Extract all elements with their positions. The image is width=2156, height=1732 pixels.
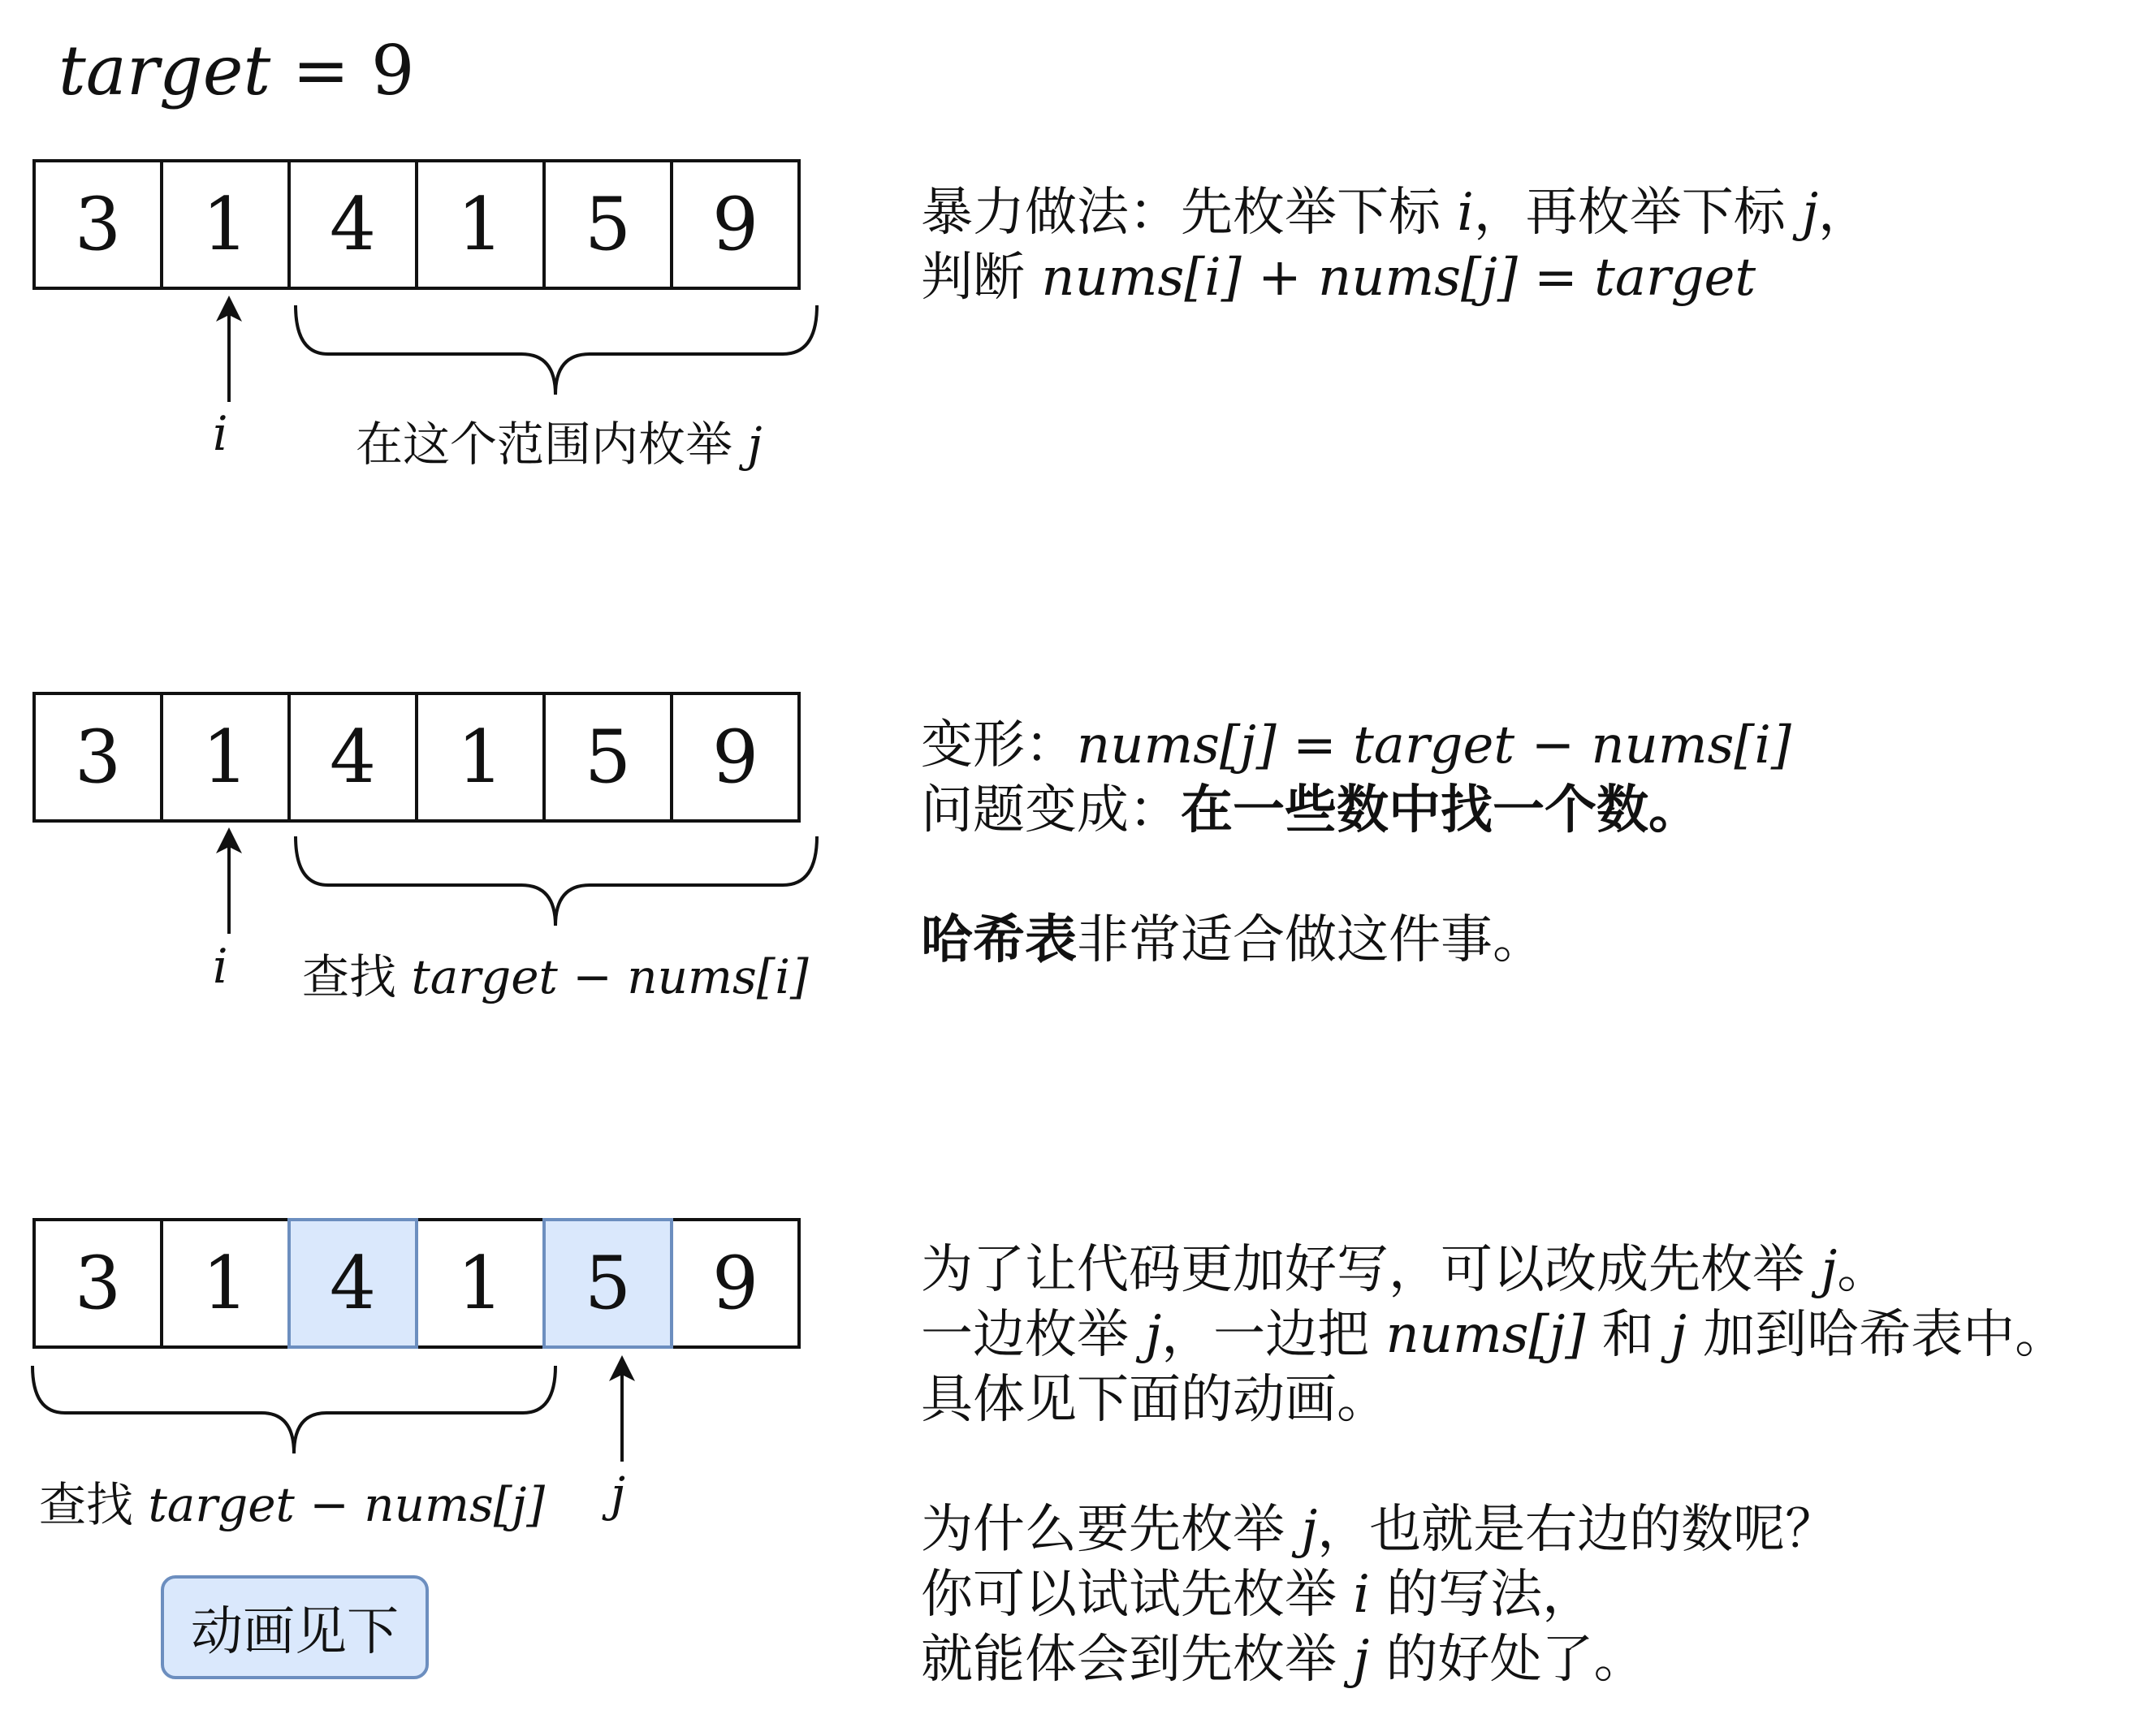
array-cell: 9 bbox=[670, 159, 801, 290]
panel1-text bbox=[921, 180, 1870, 310]
range-text: 在这个范围内枚举 bbox=[356, 417, 733, 472]
array-cell: 5 bbox=[542, 159, 673, 290]
panel3-text bbox=[921, 1237, 2067, 1692]
panel2-line3-text: 非常适合做这件事。 bbox=[1077, 910, 1545, 970]
panel1-line2 bbox=[921, 245, 1870, 310]
panel1-line1-text-b: ，再枚举下标 bbox=[1473, 183, 1786, 243]
label-range-1 bbox=[356, 406, 762, 474]
panel3-line1-text: 为了让代码更加好写，可以改成先枚举 bbox=[921, 1240, 1804, 1300]
panel2-line1-text: 变形： bbox=[921, 715, 1077, 775]
brace-range-3 bbox=[32, 1366, 555, 1453]
panel3-line3: 具体见下面的动画。 bbox=[921, 1370, 1389, 1430]
target-value: 9 bbox=[371, 31, 415, 110]
panel3-line6-text-a: 就能体会到先枚举 bbox=[921, 1630, 1337, 1690]
panel3-line5-var-i: i bbox=[1353, 1565, 1370, 1625]
label-find-2 bbox=[302, 939, 809, 1007]
panel3-line1-var-j: j bbox=[1821, 1240, 1838, 1300]
array-cell: 3 bbox=[32, 159, 163, 290]
panel3-line2-text-a: 一边枚举 bbox=[921, 1305, 1129, 1365]
panel2-line1 bbox=[921, 713, 1791, 778]
array-cell: 1 bbox=[160, 1218, 291, 1349]
panel1-line1-text-c: ， bbox=[1818, 183, 1870, 243]
panel3-line2-text-c: 和 bbox=[1601, 1305, 1654, 1365]
label-j-3: j bbox=[611, 1466, 625, 1522]
array-cell-highlighted: 4 bbox=[287, 1218, 418, 1349]
panel3-line2-text-b: ，一边把 bbox=[1161, 1305, 1370, 1365]
array-cell: 4 bbox=[287, 692, 418, 823]
panel3-line4-var-j: j bbox=[1301, 1500, 1318, 1560]
panel3-line5-text-a: 你可以试试先枚举 bbox=[921, 1565, 1337, 1625]
panel2-spacer bbox=[921, 843, 1791, 908]
panel3-line4-text-a: 为什么要先枚举 bbox=[921, 1500, 1285, 1560]
label-i-2: i bbox=[213, 939, 228, 994]
label-find-3 bbox=[39, 1466, 545, 1535]
panel3-line2-formula: nums[j] bbox=[1385, 1305, 1586, 1365]
array-cell: 3 bbox=[32, 1218, 163, 1349]
panel2-line2-bold: 在一些数中找一个数。 bbox=[1181, 780, 1700, 840]
panel3-line2-var-j2: j bbox=[1670, 1305, 1687, 1365]
array-cell: 4 bbox=[287, 159, 418, 290]
array-cell: 1 bbox=[415, 159, 546, 290]
animation-below-button[interactable]: 动画见下 bbox=[161, 1575, 429, 1679]
panel1-line1 bbox=[921, 180, 1870, 245]
brace-range-2 bbox=[296, 836, 817, 926]
panel3-line6-text-b: 的好处了。 bbox=[1385, 1630, 1646, 1690]
panel3-line5 bbox=[921, 1562, 2067, 1627]
target-var: target bbox=[58, 31, 271, 110]
array-cell: 1 bbox=[160, 692, 291, 823]
panel3-line2-text-d: 加到哈希表中。 bbox=[1703, 1305, 2067, 1365]
find-text: 查找 bbox=[39, 1477, 134, 1532]
panel2-line1-formula: nums[j] = target − nums[i] bbox=[1077, 715, 1791, 775]
panel3-line1-end: 。 bbox=[1837, 1240, 1890, 1300]
panel1-line2-formula: nums[i] + nums[j] = target bbox=[1041, 248, 1756, 308]
panel3-line6 bbox=[921, 1627, 2067, 1692]
panel3-line4 bbox=[921, 1497, 2067, 1562]
panel2-line2 bbox=[921, 778, 1791, 843]
panel3-line5-text-b: 的写法， bbox=[1386, 1565, 1595, 1625]
array-cell: 1 bbox=[415, 692, 546, 823]
array-cell: 5 bbox=[542, 692, 673, 823]
panel1-line1-text-a: 暴力做法：先枚举下标 bbox=[921, 183, 1441, 243]
find-expr: target − nums[j] bbox=[148, 1477, 546, 1532]
panel3-line4-text-b: ，也就是右边的数呢？ bbox=[1317, 1500, 1838, 1560]
panel2-line3-bold: 哈希表 bbox=[921, 910, 1077, 970]
brace-range-1 bbox=[296, 305, 817, 395]
array-cell-highlighted: 5 bbox=[542, 1218, 673, 1349]
find-expr: target − nums[i] bbox=[411, 949, 809, 1004]
panel2-line2-text: 问题变成： bbox=[921, 780, 1181, 840]
panel3-line1 bbox=[921, 1237, 2067, 1302]
array-cell: 1 bbox=[415, 1218, 546, 1349]
array-cell: 9 bbox=[670, 1218, 801, 1349]
panel2-line3 bbox=[921, 908, 1791, 973]
array-cell: 9 bbox=[670, 692, 801, 823]
panel2-text bbox=[921, 713, 1791, 973]
panel3-line2-var-j: j bbox=[1145, 1305, 1162, 1365]
panel1-line1-var-j: j bbox=[1802, 183, 1818, 243]
panel3-line2 bbox=[921, 1302, 2067, 1367]
range-var-j: j bbox=[747, 417, 763, 472]
find-text: 查找 bbox=[302, 949, 397, 1004]
equals-sign: = bbox=[292, 31, 350, 110]
label-i-1: i bbox=[213, 406, 228, 461]
array-cell: 3 bbox=[32, 692, 163, 823]
panel3-line6-var-j: j bbox=[1353, 1630, 1370, 1690]
panel1-line1-var-i: i bbox=[1457, 183, 1474, 243]
panel3-spacer bbox=[921, 1432, 2067, 1497]
panel1-line2-text: 判断 bbox=[921, 248, 1025, 308]
array-cell: 1 bbox=[160, 159, 291, 290]
